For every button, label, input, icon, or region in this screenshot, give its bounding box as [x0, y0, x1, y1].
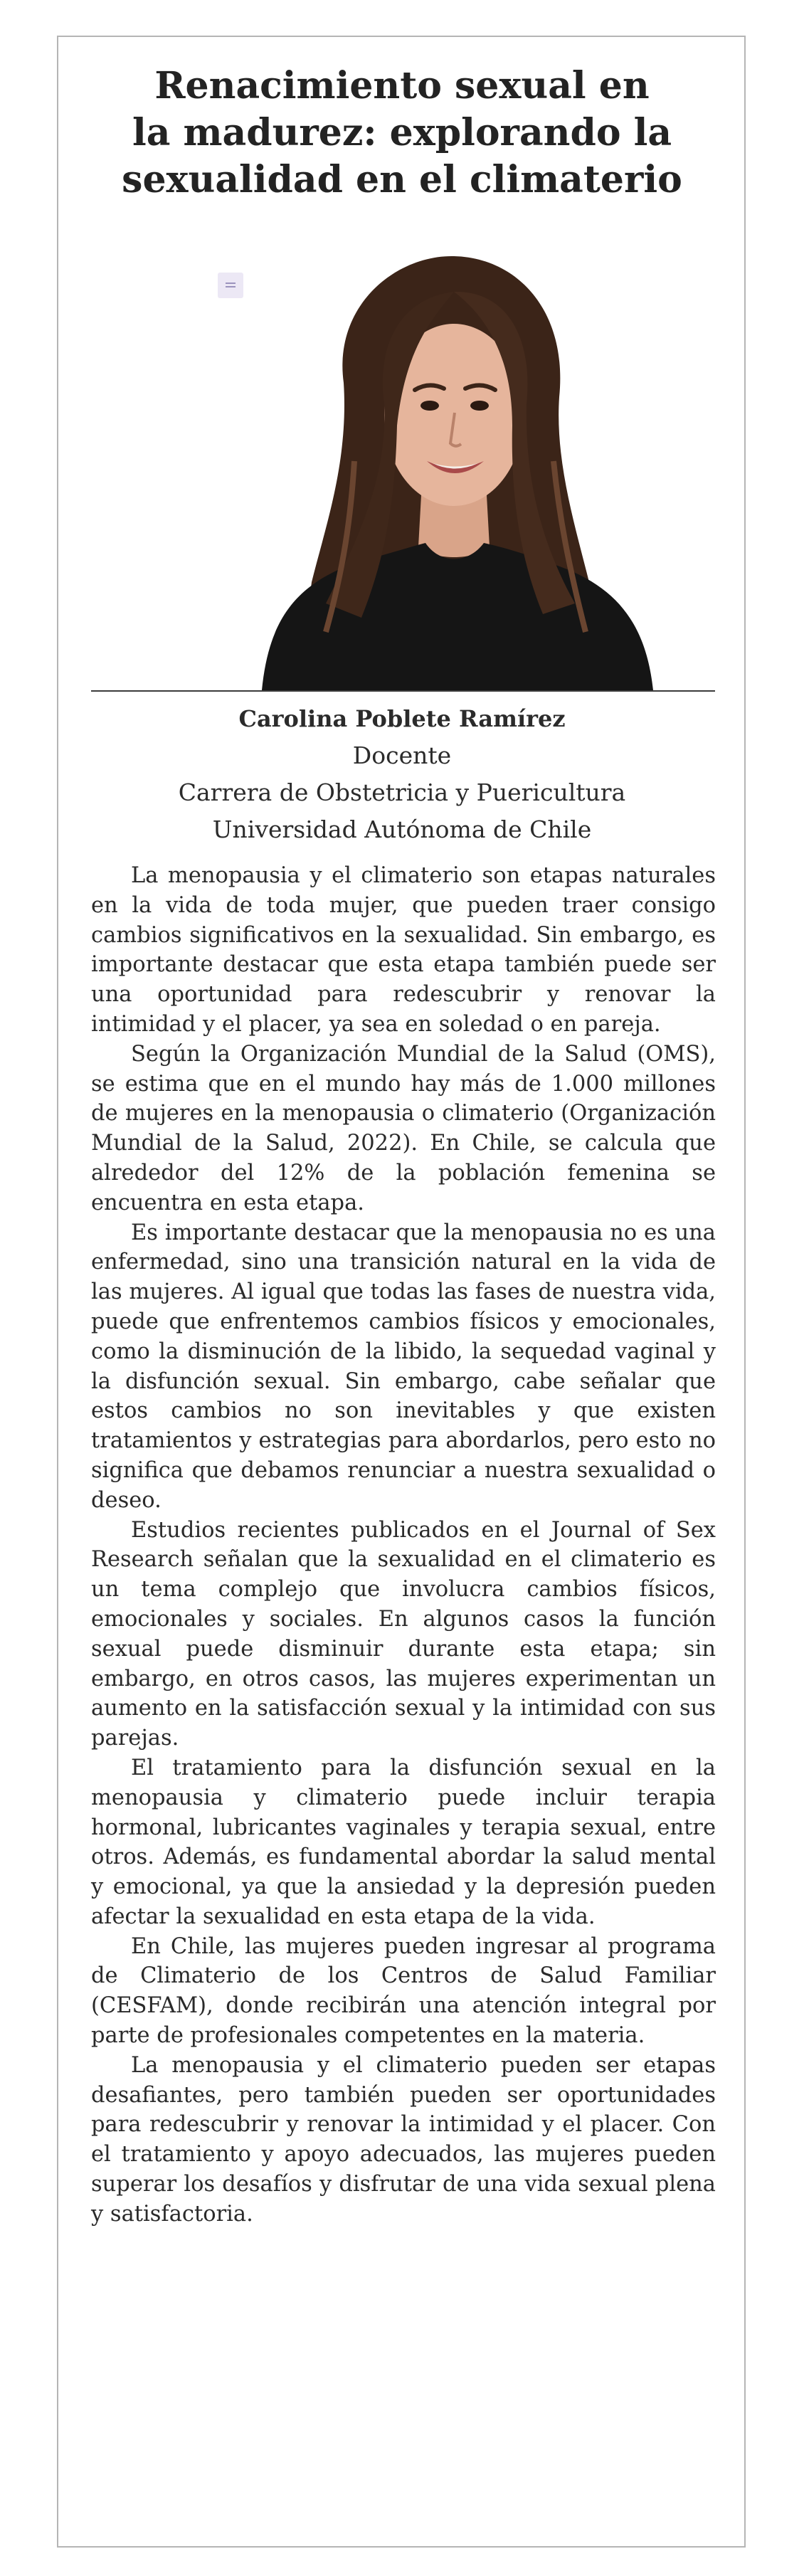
- author-role: Docente: [352, 741, 452, 769]
- paragraph: La menopausia y el climaterio pueden ser etapas desafiantes, pero también pueden ser oportunidades para redescubrir y renovar la intimidad y el placer. Con el tratamiento y apoyo adecuados, las mujeres pueden superar los desafíos y disfrutar de una vida sexual plena y satisfactoria.: [91, 2052, 716, 2227]
- title-line: la madurez: explorando la: [132, 111, 672, 154]
- author-byline: [0, 700, 804, 848]
- author-department: Carrera de Obstetricia y Puericultura: [178, 778, 626, 806]
- title-line: sexualidad en el climaterio: [122, 158, 682, 201]
- paragraph: Según la Organización Mundial de la Salud (OMS), se estima que en el mundo hay más de 1.000 millones de mujeres en la menopausia o climaterio (Organización Mundial de la Salud, 2022). En Chile, se calcula que alrededor del 12% de la población femenina se encuentra en esta etapa.: [91, 1041, 716, 1215]
- title-line: Renacimiento sexual en: [154, 64, 650, 107]
- eye-right: [470, 401, 489, 411]
- article-body: [91, 861, 716, 2229]
- author-institution: Universidad Autónoma de Chile: [212, 815, 592, 843]
- paragraph: El tratamiento para la disfunción sexual en la menopausia y climaterio puede incluir terapia hormonal, lubricantes vaginales y terapia sexual, entre otros. Además, es fundamental abordar la salud mental y emocional, ya que la ansiedad y la depresión pueden afectar la sexualidad en esta etapa de la vida.: [91, 1755, 716, 1929]
- paragraph: En Chile, las mujeres pueden ingresar al programa de Climaterio de los Centros de Salud Familiar (CESFAM), donde recibirán una atención integral por parte de profesionales competentes en la materia.: [91, 1933, 716, 2049]
- author-name: Carolina Poblete Ramírez: [238, 705, 566, 732]
- paragraph: Estudios recientes publicados en el Journal of Sex Research señalan que la sexualidad en el climaterio es un tema complejo que involucra cambios físicos, emocionales y sociales. En algunos casos la función sexual puede disminuir durante esta etapa; sin embargo, en otros casos, las mujeres experimentan un aumento en la satisfacción sexual y la intimidad con sus parejas.: [91, 1517, 716, 1751]
- eye-left: [420, 401, 439, 411]
- paragraph: Es importante destacar que la menopausia no es una enfermedad, sino una transición natural en la vida de las mujeres. Al igual que todas las fases de nuestra vida, puede que enfrentemos cambios físicos y emocionales, como la disminución de la libido, la sequedad vaginal y la disfunción sexual. Sin embargo, cabe señalar que estos cambios no son inevitables y que existen tratamientos y estrategias para abordarlos, pero esto no significa que debamos renunciar a nuestra sexualidad o deseo.: [91, 1220, 716, 1513]
- photo-corner-mark: [218, 273, 243, 298]
- author-photo: [219, 248, 673, 690]
- paragraph: La menopausia y el climaterio son etapas naturales en la vida de toda mujer, que pueden traer consigo cambios significativos en la sexualidad. Sin embargo, es importante destacar que esta etapa también puede ser una oportunidad para redescubrir y renovar la intimidad y el placer, ya sea en soledad o en pareja.: [91, 863, 716, 1037]
- divider: [91, 690, 715, 692]
- article-title: [0, 63, 804, 204]
